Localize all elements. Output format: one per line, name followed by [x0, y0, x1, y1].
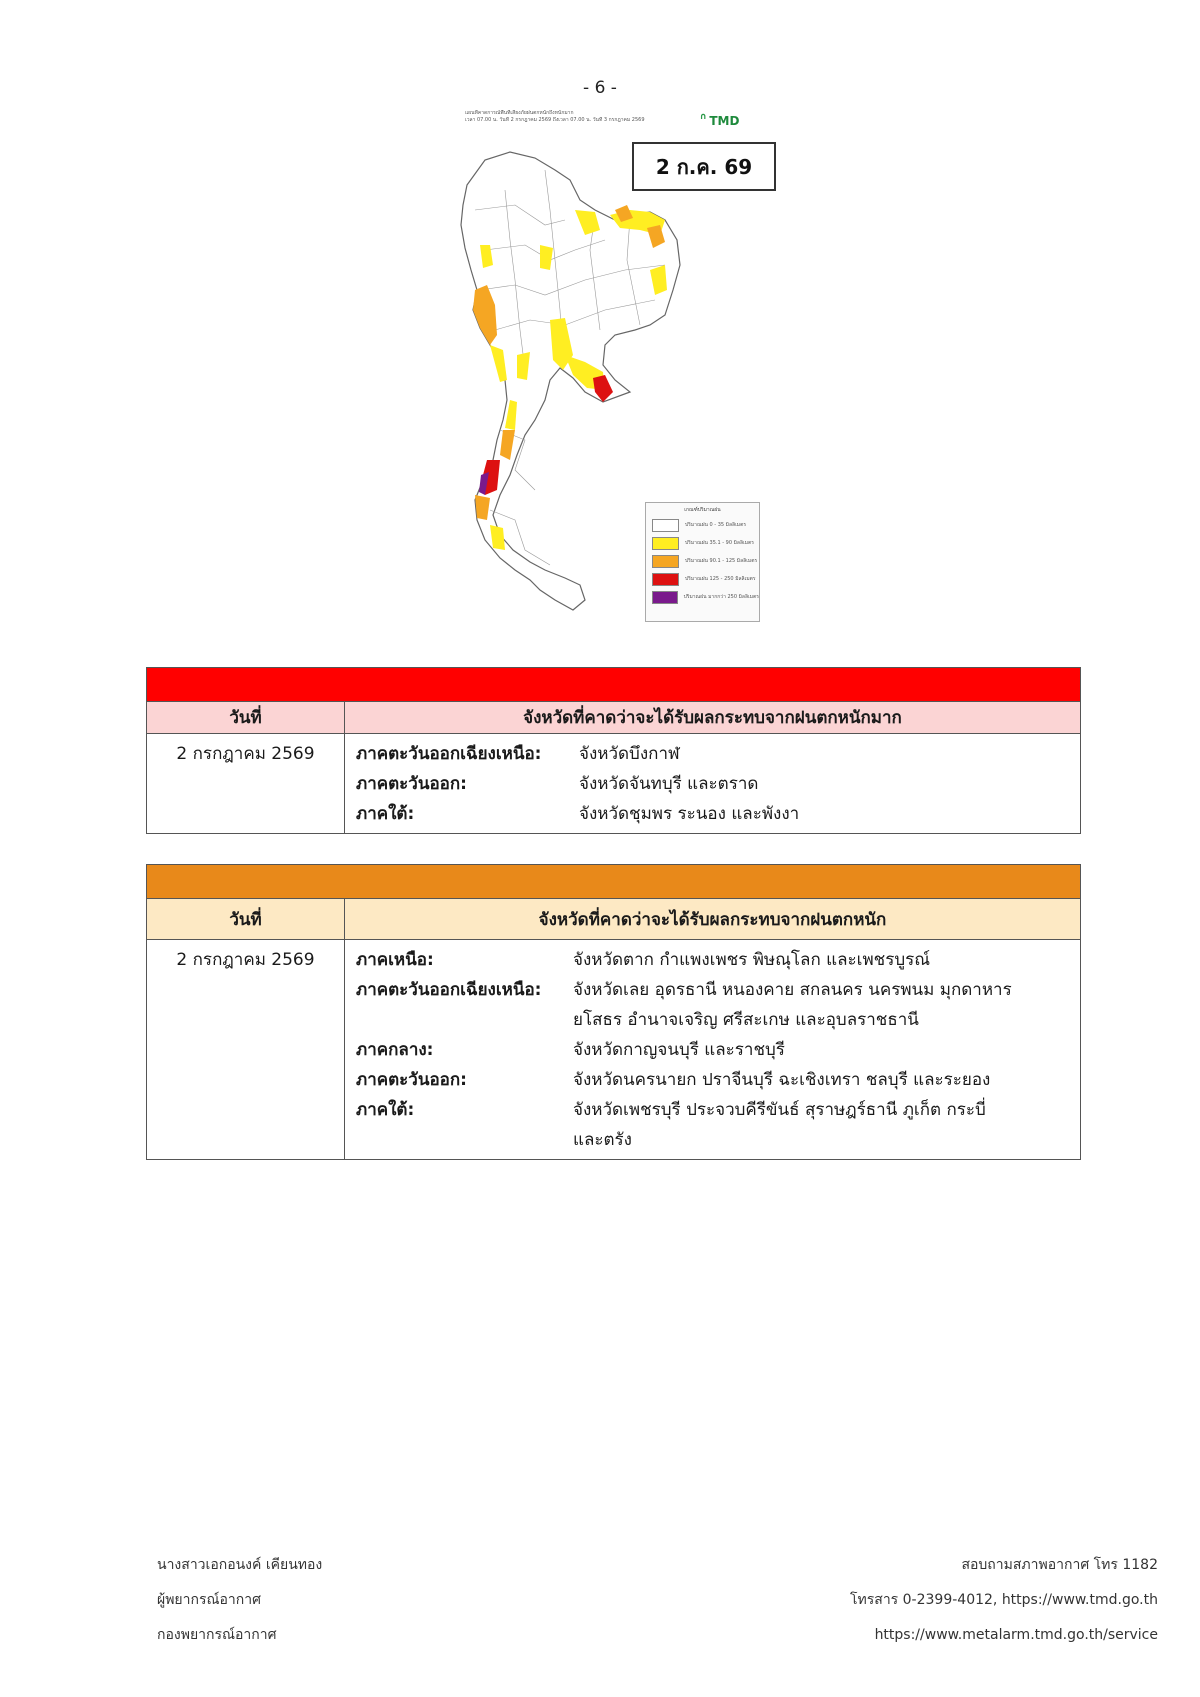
legend-swatch — [652, 519, 679, 532]
map-date-label: 2 ก.ค. 69 — [632, 142, 776, 191]
table-row — [147, 734, 1080, 833]
legend-label: ปริมาณฝน 35.1 - 90 มิลลิเมตร — [685, 540, 754, 546]
legend-item — [646, 570, 759, 588]
region-row — [356, 799, 1070, 829]
column-header-provinces: จังหวัดที่คาดว่าจะได้รับผลกระทบจากฝนตกหนัก — [538, 909, 887, 930]
heavy-rain-table — [146, 864, 1081, 1160]
province-line: จังหวัดนครนายก ปราจีนบุรี ฉะเชิงเทรา ชลบุรี และระยอง — [573, 1070, 991, 1090]
warning-level-bar — [147, 865, 1080, 899]
forecaster-signature-block — [157, 1548, 322, 1653]
region-row — [356, 739, 1070, 769]
region-name: ภาคตะวันออกเฉียงเหนือ: — [356, 980, 542, 1000]
page-number: - 6 - — [583, 78, 617, 98]
region-name: ภาคเหนือ: — [356, 950, 434, 970]
map-header — [465, 110, 695, 124]
region-row — [356, 769, 1070, 799]
very-heavy-rain-table — [146, 667, 1081, 834]
column-header-provinces: จังหวัดที่คาดว่าจะได้รับผลกระทบจากฝนตกหนักมาก — [523, 708, 902, 728]
tmd-logo — [700, 110, 739, 129]
map-subtitle: เวลา 07.00 น. วันที่ 2 กรกฎาคม 2569 ถึงเวลา 07.00 น. วันที่ 3 กรกฎาคม 2569 — [465, 117, 645, 123]
department-name: กองพยากรณ์อากาศ — [157, 1627, 277, 1643]
legend-title: เกณฑ์ปริมาณฝน — [684, 507, 721, 513]
province-line: จังหวัดเลย อุดรธานี หนองคาย สกลนคร นครพนม มุกดาหาร — [573, 980, 1012, 1000]
region-row — [356, 1035, 1070, 1065]
rain-risk-map — [455, 110, 775, 630]
province-list — [573, 1095, 986, 1155]
legend-item — [646, 516, 759, 534]
legend-label: ปริมาณฝน 90.1 - 125 มิลลิเมตร — [685, 558, 758, 564]
region-row — [356, 1095, 1070, 1155]
province-line: จังหวัดตาก กำแพงเพชร พิษณุโลก และเพชรบูรณ์ — [573, 950, 931, 970]
province-line: จังหวัดเพชรบุรี ประจวบคีรีขันธ์ สุราษฎร์ธานี ภูเก็ต กระบี่ — [573, 1100, 986, 1120]
legend-label: ปริมาณฝน มากกว่า 250 มิลลิเมตร — [683, 594, 759, 600]
table-header — [147, 899, 1080, 940]
forecast-date: 2 กรกฎาคม 2569 — [147, 734, 345, 833]
legend-swatch — [652, 573, 679, 586]
contact-phone: สอบถามสภาพอากาศ โทร 1182 — [961, 1557, 1158, 1573]
legend-swatch — [652, 537, 679, 550]
region-name: ภาคตะวันออก: — [356, 774, 467, 794]
province-list: จังหวัดชุมพร ระนอง และพังงา — [579, 804, 800, 824]
legend-label: ปริมาณฝน 0 - 35 มิลลิเมตร — [685, 522, 747, 528]
map-title: แผนที่คาดการณ์พื้นที่เสี่ยงภัยฝนตกหนักถึงหนักมาก — [465, 110, 574, 116]
province-list — [573, 945, 930, 975]
province-list: จังหวัดจันทบุรี และตราด — [579, 774, 759, 794]
province-list — [573, 1065, 990, 1095]
legend-item — [646, 588, 759, 606]
province-line: จังหวัดกาญจนบุรี และราชบุรี — [573, 1040, 785, 1060]
legend-swatch — [652, 555, 679, 568]
province-line: และตรัง — [573, 1130, 632, 1150]
region-name: ภาคกลาง: — [356, 1040, 434, 1060]
forecast-date: 2 กรกฎาคม 2569 — [147, 940, 345, 1159]
column-header-date: วันที่ — [147, 899, 345, 939]
legend-label: ปริมาณฝน 125 - 250 มิลลิเมตร — [685, 576, 756, 582]
table-row — [147, 940, 1080, 1159]
affected-provinces-list — [345, 940, 1080, 1159]
contact-fax-website[interactable]: โทรสาร 0-2399-4012, https://www.tmd.go.th — [850, 1592, 1158, 1608]
province-list — [573, 975, 1012, 1035]
column-header-date: วันที่ — [147, 702, 345, 733]
region-row — [356, 975, 1070, 1035]
contact-service-link[interactable]: https://www.metalarm.tmd.go.th/service — [874, 1627, 1158, 1643]
table-header — [147, 702, 1080, 734]
contact-info — [850, 1548, 1158, 1653]
tmd-logo-text: TMD — [709, 114, 740, 128]
province-list: จังหวัดบึงกาฬ — [579, 744, 680, 764]
legend-item — [646, 534, 759, 552]
legend-swatch — [652, 591, 678, 604]
region-row — [356, 945, 1070, 975]
map-legend — [645, 502, 760, 622]
region-row — [356, 1065, 1070, 1095]
region-name: ภาคใต้: — [356, 1100, 415, 1120]
region-name: ภาคใต้: — [356, 804, 415, 824]
province-list — [573, 1035, 785, 1065]
forecaster-title: ผู้พยากรณ์อากาศ — [157, 1592, 261, 1608]
province-line: ยโสธร อำนาจเจริญ ศรีสะเกษ และอุบลราชธานี — [573, 1010, 919, 1030]
region-name: ภาคตะวันออก: — [356, 1070, 467, 1090]
tmd-logo-icon: ᐢ — [700, 110, 707, 129]
legend-item — [646, 552, 759, 570]
forecaster-name: นางสาวเอกอนงค์ เคียนทอง — [157, 1557, 323, 1573]
warning-level-bar — [147, 668, 1080, 702]
region-name: ภาคตะวันออกเฉียงเหนือ: — [356, 744, 542, 764]
affected-provinces-list — [345, 734, 1080, 833]
